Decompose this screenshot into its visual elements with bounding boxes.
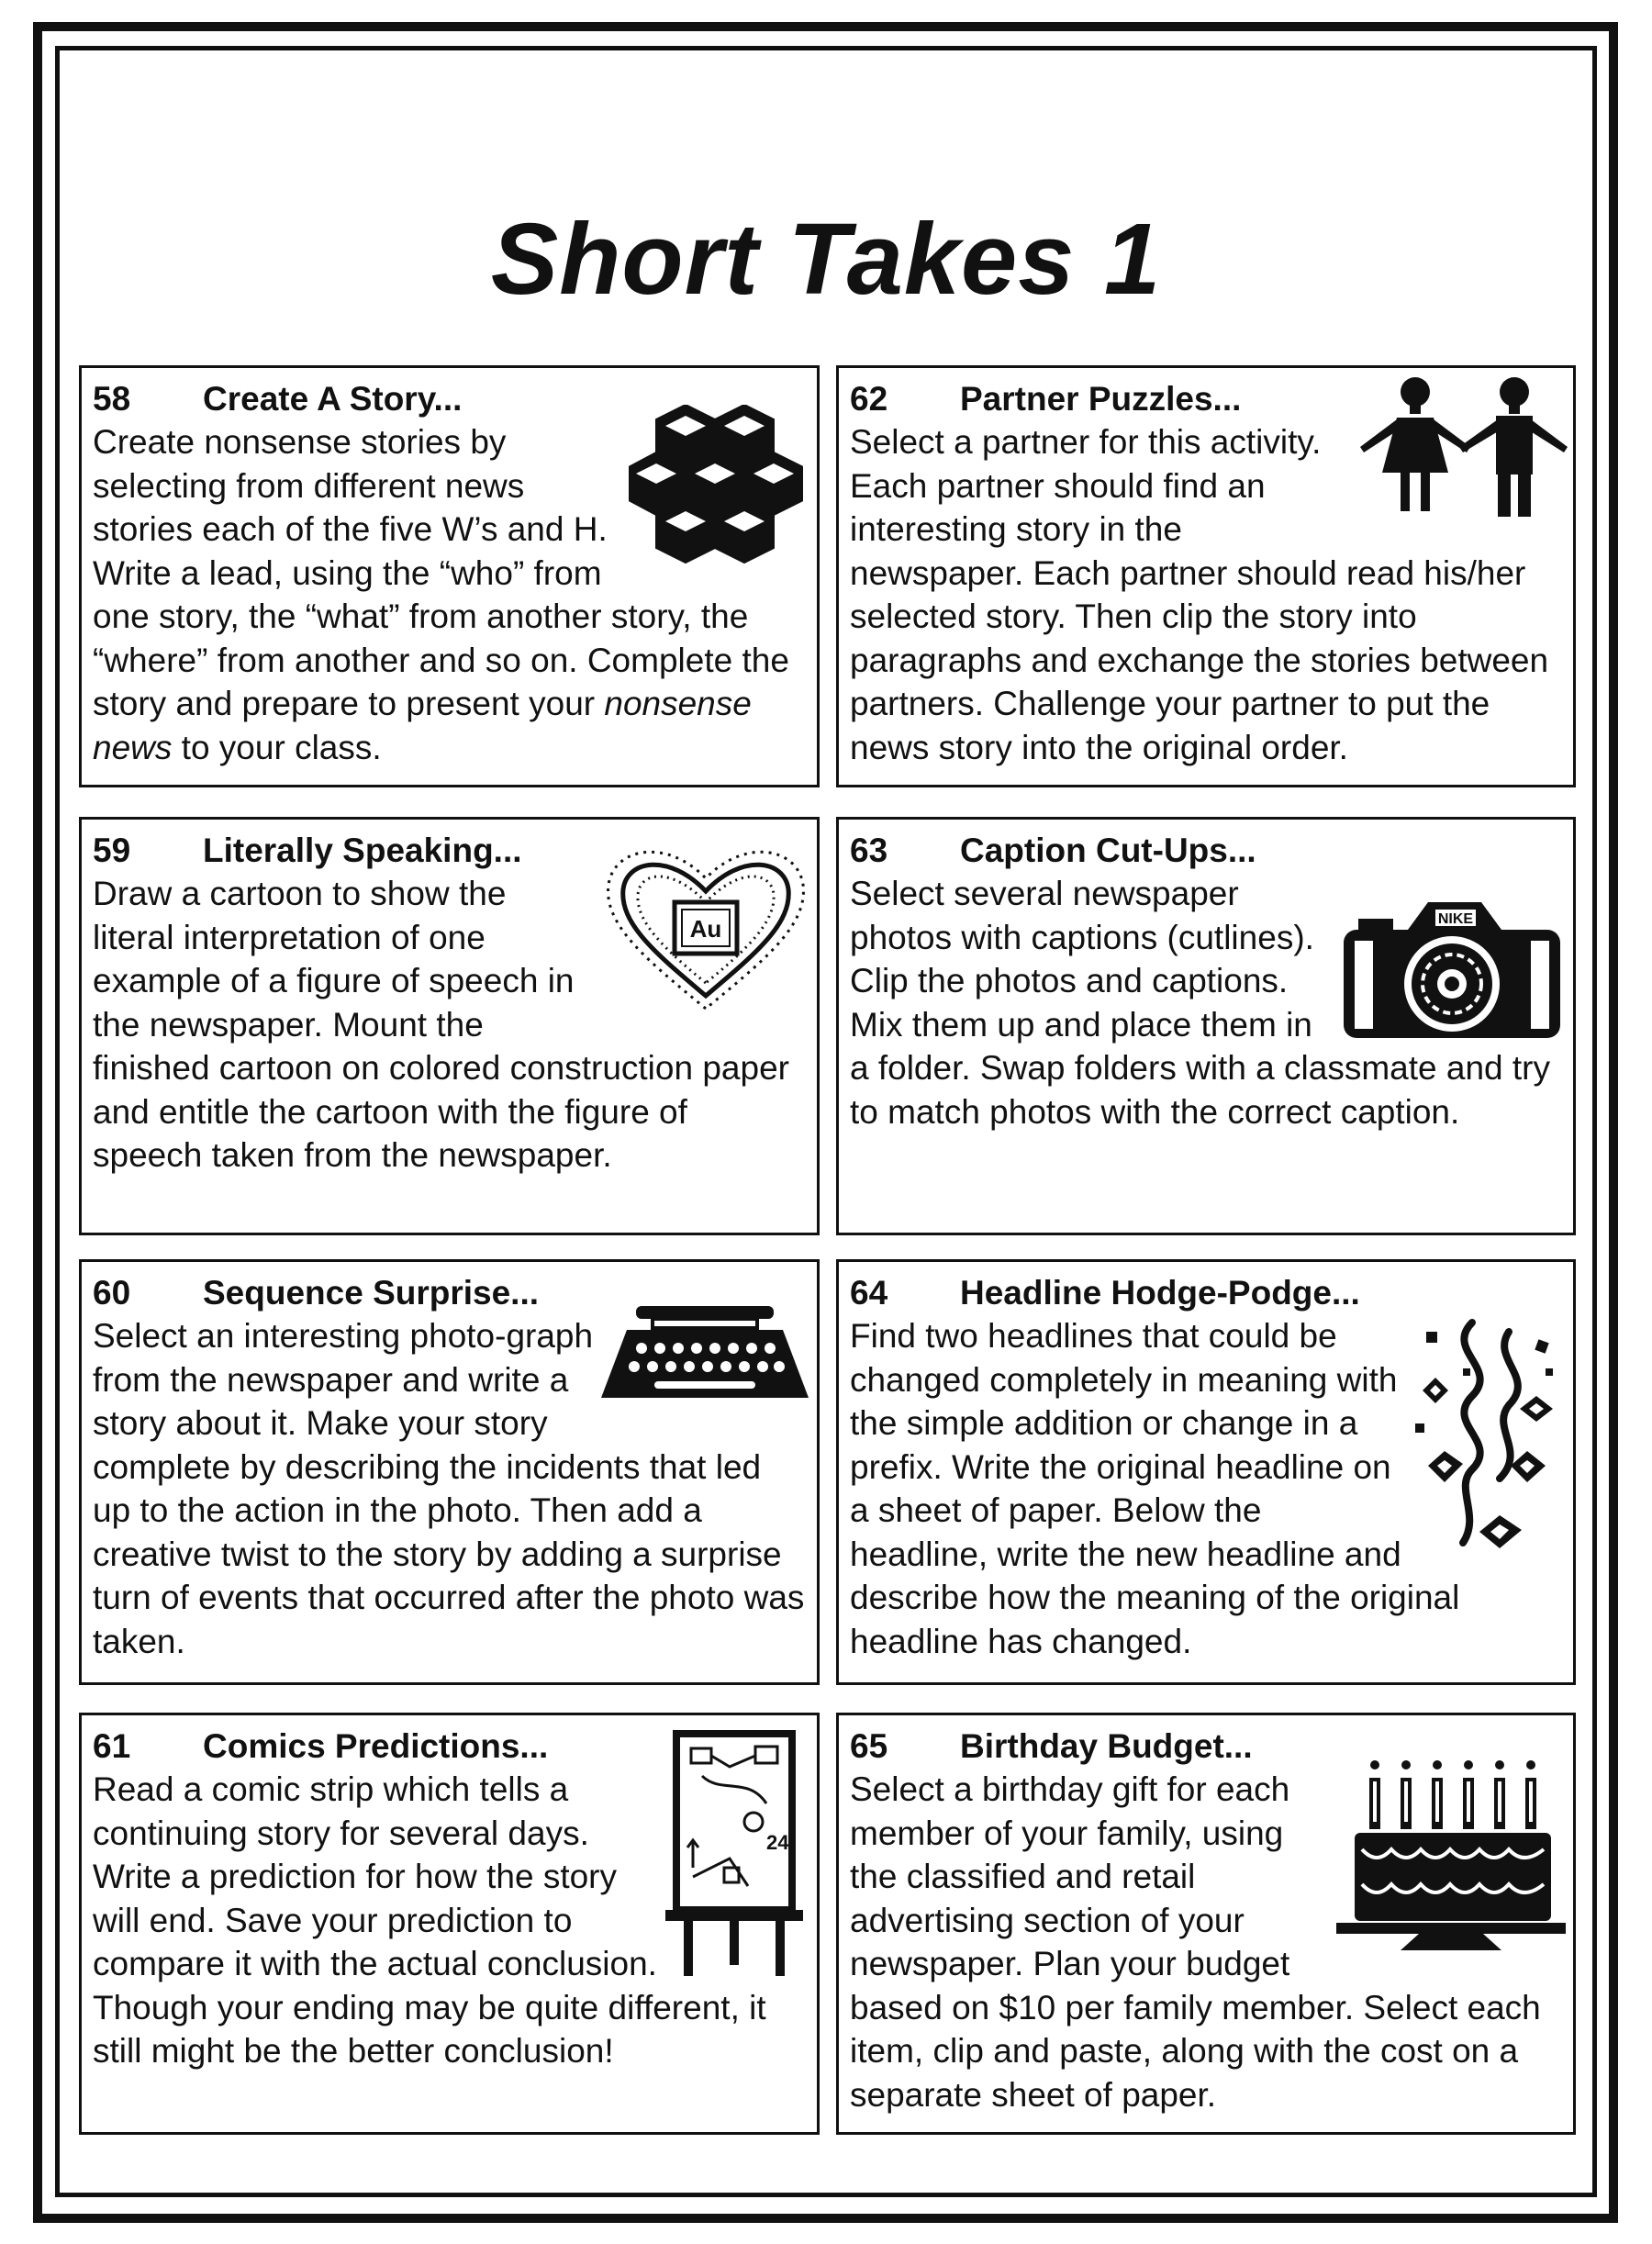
camera-brand-label: NIKE [1437, 911, 1474, 927]
card-title: Partner Puzzles... [960, 380, 1242, 418]
easel-chart-icon [665, 1730, 803, 1978]
card-title: Literally Speaking... [203, 832, 522, 869]
card-number: 61 [93, 1727, 131, 1765]
card-body-emphasis: nonsense news [93, 685, 752, 766]
heart-frame-icon [596, 834, 816, 1018]
card-body: Select several newspaper photos with captions (cutlines). Clip the photos and captions. Mix them up and place them in a folder. Swap folders with a classmate and try to match photos with the correct caption. [850, 872, 1562, 1133]
card-body: Select a birthday gift for each member of your family, using the classified and retail advertising section of your newspaper. Plan your budget based on $10 per family member. Select each item, clip and paste, along with the cost on a separate sheet of paper. [850, 1768, 1562, 2116]
card-body: Find two headlines that could be changed completely in meaning with the simple addition or change in a prefix. Write the original headline on a sheet of paper. Below the headline, write the new headline and describe how the meaning of the original headline has changed. [850, 1314, 1562, 1663]
card-title: Sequence Surprise... [203, 1274, 540, 1312]
card-number: 59 [93, 832, 131, 869]
activity-card-65 [836, 1713, 1576, 2135]
card-number: 64 [850, 1274, 888, 1312]
card-body-text-end: to your class. [172, 728, 382, 766]
card-title: Headline Hodge-Podge... [960, 1274, 1360, 1312]
activity-card-63 [836, 817, 1576, 1235]
card-number: 62 [850, 380, 888, 418]
card-title: Comics Predictions... [203, 1727, 549, 1765]
card-body-text: Create nonsense stories by selecting from different news stories each of the five W’s and H. Write a lead, using the “who” from one story, the “what” from another story, the “where” from another and so on. Complete the story and prepare to present your [93, 423, 789, 722]
card-number: 58 [93, 380, 131, 418]
activity-card-61 [79, 1713, 820, 2135]
card-header [850, 829, 1562, 872]
card-title: Birthday Budget... [960, 1727, 1253, 1765]
typewriter-icon [599, 1302, 810, 1403]
card-body: Read a comic strip which tells a continuing story for several days. Write a prediction for how the story will end. Save your prediction to compare it with the actual conclusion. Though your ending may be quite different, it still might be the better conclusion! [93, 1768, 806, 2073]
card-header [850, 1271, 1562, 1314]
card-number: 65 [850, 1727, 888, 1765]
confetti-streamers-icon [1408, 1313, 1564, 1552]
card-title: Caption Cut-Ups... [960, 832, 1256, 869]
card-body: Select an interesting photo-graph from the newspaper and write a story about it. Make your story complete by describing the incidents that led up to the action in the photo. Then add a creative twist to the story by adding a surprise turn of events that occurred after the photo was taken. [93, 1314, 806, 1663]
activity-card-58 [79, 365, 820, 787]
card-number: 60 [93, 1274, 131, 1312]
camera-icon [1336, 897, 1566, 1044]
birthday-cake-icon [1336, 1759, 1566, 1952]
card-number: 63 [850, 832, 888, 869]
activity-card-64 [836, 1259, 1576, 1685]
card-title: Create A Story... [203, 380, 463, 418]
activity-card-59 [79, 817, 820, 1235]
activity-card-60 [79, 1259, 820, 1685]
paper-dolls-icon [1360, 374, 1568, 520]
stacked-cubes-icon [629, 405, 803, 565]
page-title: Short Takes 1 [490, 203, 1162, 316]
activity-card-62 [836, 365, 1576, 787]
heart-frame-label: Au [689, 915, 722, 943]
card-body: Select a partner for this activity. Each partner should find an interesting story in the newspaper. Each partner should read his/her selected story. Then clip the story into paragraphs and exchange the stories between partners. Challenge your partner to put the news story into the original order. [850, 420, 1562, 769]
easel-chart-label: 24 [766, 1831, 789, 1854]
card-body: Draw a cartoon to show the literal interpretation of one example of a figure of speech in the newspaper. Mount the finished cartoon on colored construction paper and entitle the cartoon with the figure of speech taken from the newspaper. [93, 872, 806, 1178]
